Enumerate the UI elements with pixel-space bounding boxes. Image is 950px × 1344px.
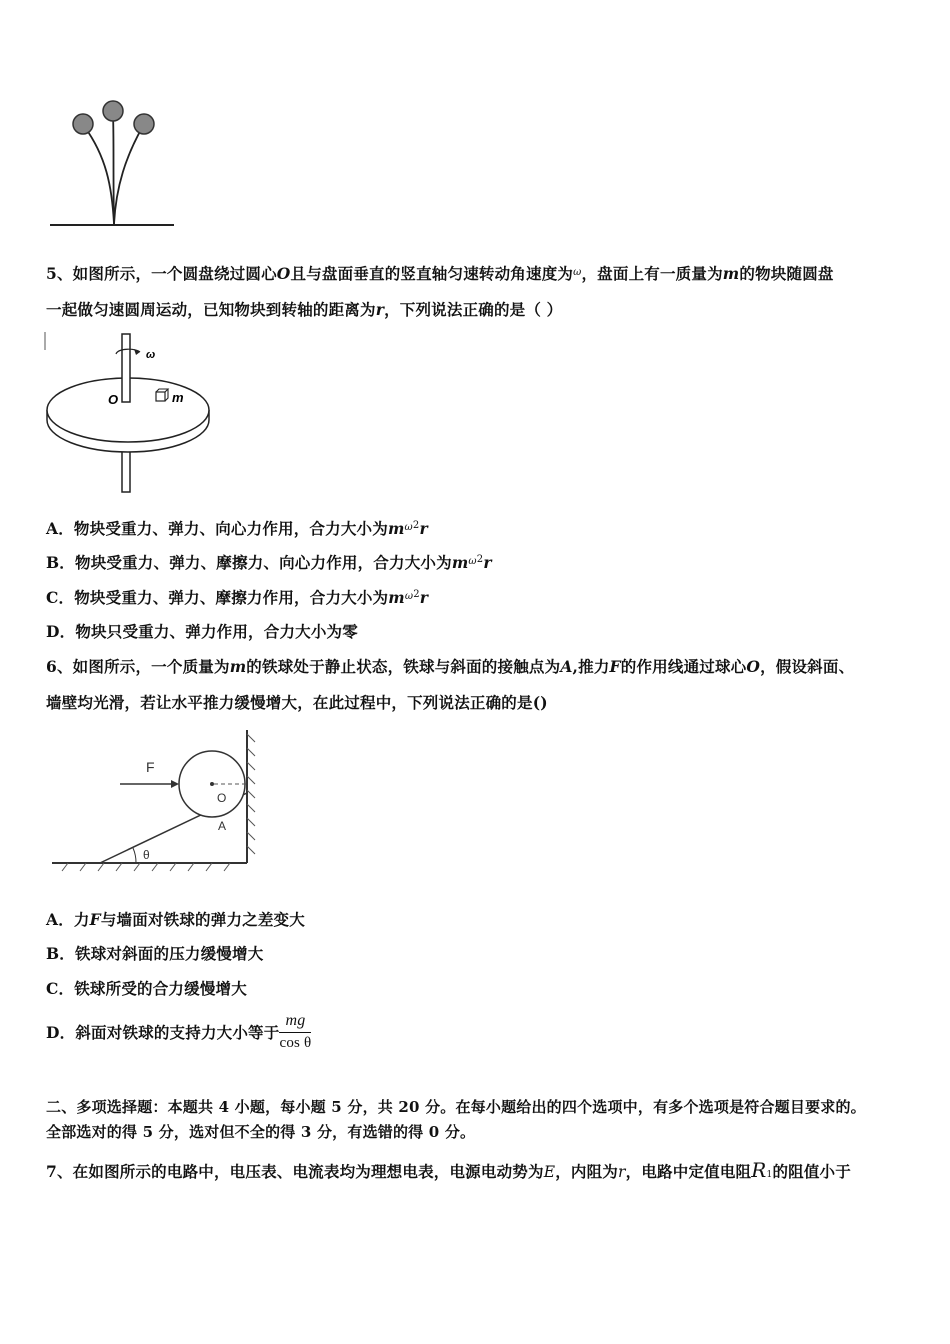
q5-stem-line2: 一起做匀速圆周运动，已知物块到转轴的距离为r，下列说法正确的是（ ）	[46, 300, 563, 319]
ball-middle	[103, 101, 123, 121]
center-label: O	[108, 392, 119, 407]
contact-label: A	[218, 819, 227, 833]
q5-option-a: A．物块受重力、弹力、向心力作用，合力大小为$m^{\omega 2}r$	[46, 519, 428, 538]
center-label: O	[217, 791, 227, 805]
q6-option-d: D．斜面对铁球的支持力大小等于 $\frac{mg}{\text{cos θ}}$	[46, 1012, 312, 1051]
balls-figure	[46, 96, 176, 231]
section2-line1: 二、多项选择题：本题共 4 小题，每小题 5 分，共 20 分。在每小题给出的四个选项中，有多个选项是符合题目要求的。	[46, 1098, 866, 1116]
mass-label: m	[172, 390, 184, 405]
theta-label: θ	[143, 848, 150, 862]
omega-label: ω	[146, 349, 156, 361]
force-label: F	[146, 759, 155, 775]
theta-arc	[133, 848, 136, 863]
force-arrowhead	[171, 780, 179, 788]
q6-option-b: B．铁球对斜面的压力缓慢增大	[46, 944, 264, 963]
ground-hatching	[62, 863, 230, 871]
axle-top	[122, 334, 130, 402]
wall-hatching	[247, 734, 255, 854]
ball-center	[210, 782, 214, 786]
incline-figure	[50, 728, 270, 878]
q5-option-b: B．物块受重力、弹力、摩擦力、向心力作用，合力大小为$m^{\omega 2}r$	[46, 553, 492, 572]
ball-right	[134, 114, 154, 134]
block	[156, 392, 165, 401]
section2-line2: 全部选对的得 5 分，选对但不全的得 3 分，有选错的得 0 分。	[46, 1123, 476, 1141]
q6-stem-line1: 6、如图所示，一个质量为m的铁球处于静止状态，铁球与斜面的接触点为A,推力F的作用线通过球心O，假设斜面、	[46, 657, 855, 676]
disc-figure	[44, 330, 224, 496]
q6-option-c: C．铁球所受的合力缓慢增大	[46, 979, 247, 998]
q5-option-c: C．物块受重力、弹力、摩擦力作用，合力大小为$m^{\omega 2}r$	[46, 588, 429, 607]
stem-left	[84, 126, 114, 224]
q5-stem-line1: 5、如图所示，一个圆盘绕过圆心O且与盘面垂直的竖直轴匀速转动角速度为$^\omega$，盘面上有一质量为m的物块随圆盘	[46, 264, 834, 283]
stem-right	[114, 126, 143, 224]
q7-stem-line1: 7、在如图所示的电路中，电压表、电流表均为理想电表，电源电动势为E，内阻为r，电路中定值电阻R1的阻值小于	[46, 1158, 851, 1182]
fraction-mg-over-cos: $\frac{mg}{\text{cos θ}}$	[279, 1012, 312, 1051]
stem-middle	[113, 114, 114, 224]
q6-stem-line2: 墙壁均光滑，若让水平推力缓慢增大，在此过程中，下列说法正确的是()	[46, 693, 548, 712]
q5-option-d: D．物块只受重力、弹力作用，合力大小为零	[46, 622, 358, 641]
q6-option-a: A．力F与墙面对铁球的弹力之差变大	[46, 910, 305, 929]
ball-left	[73, 114, 93, 134]
